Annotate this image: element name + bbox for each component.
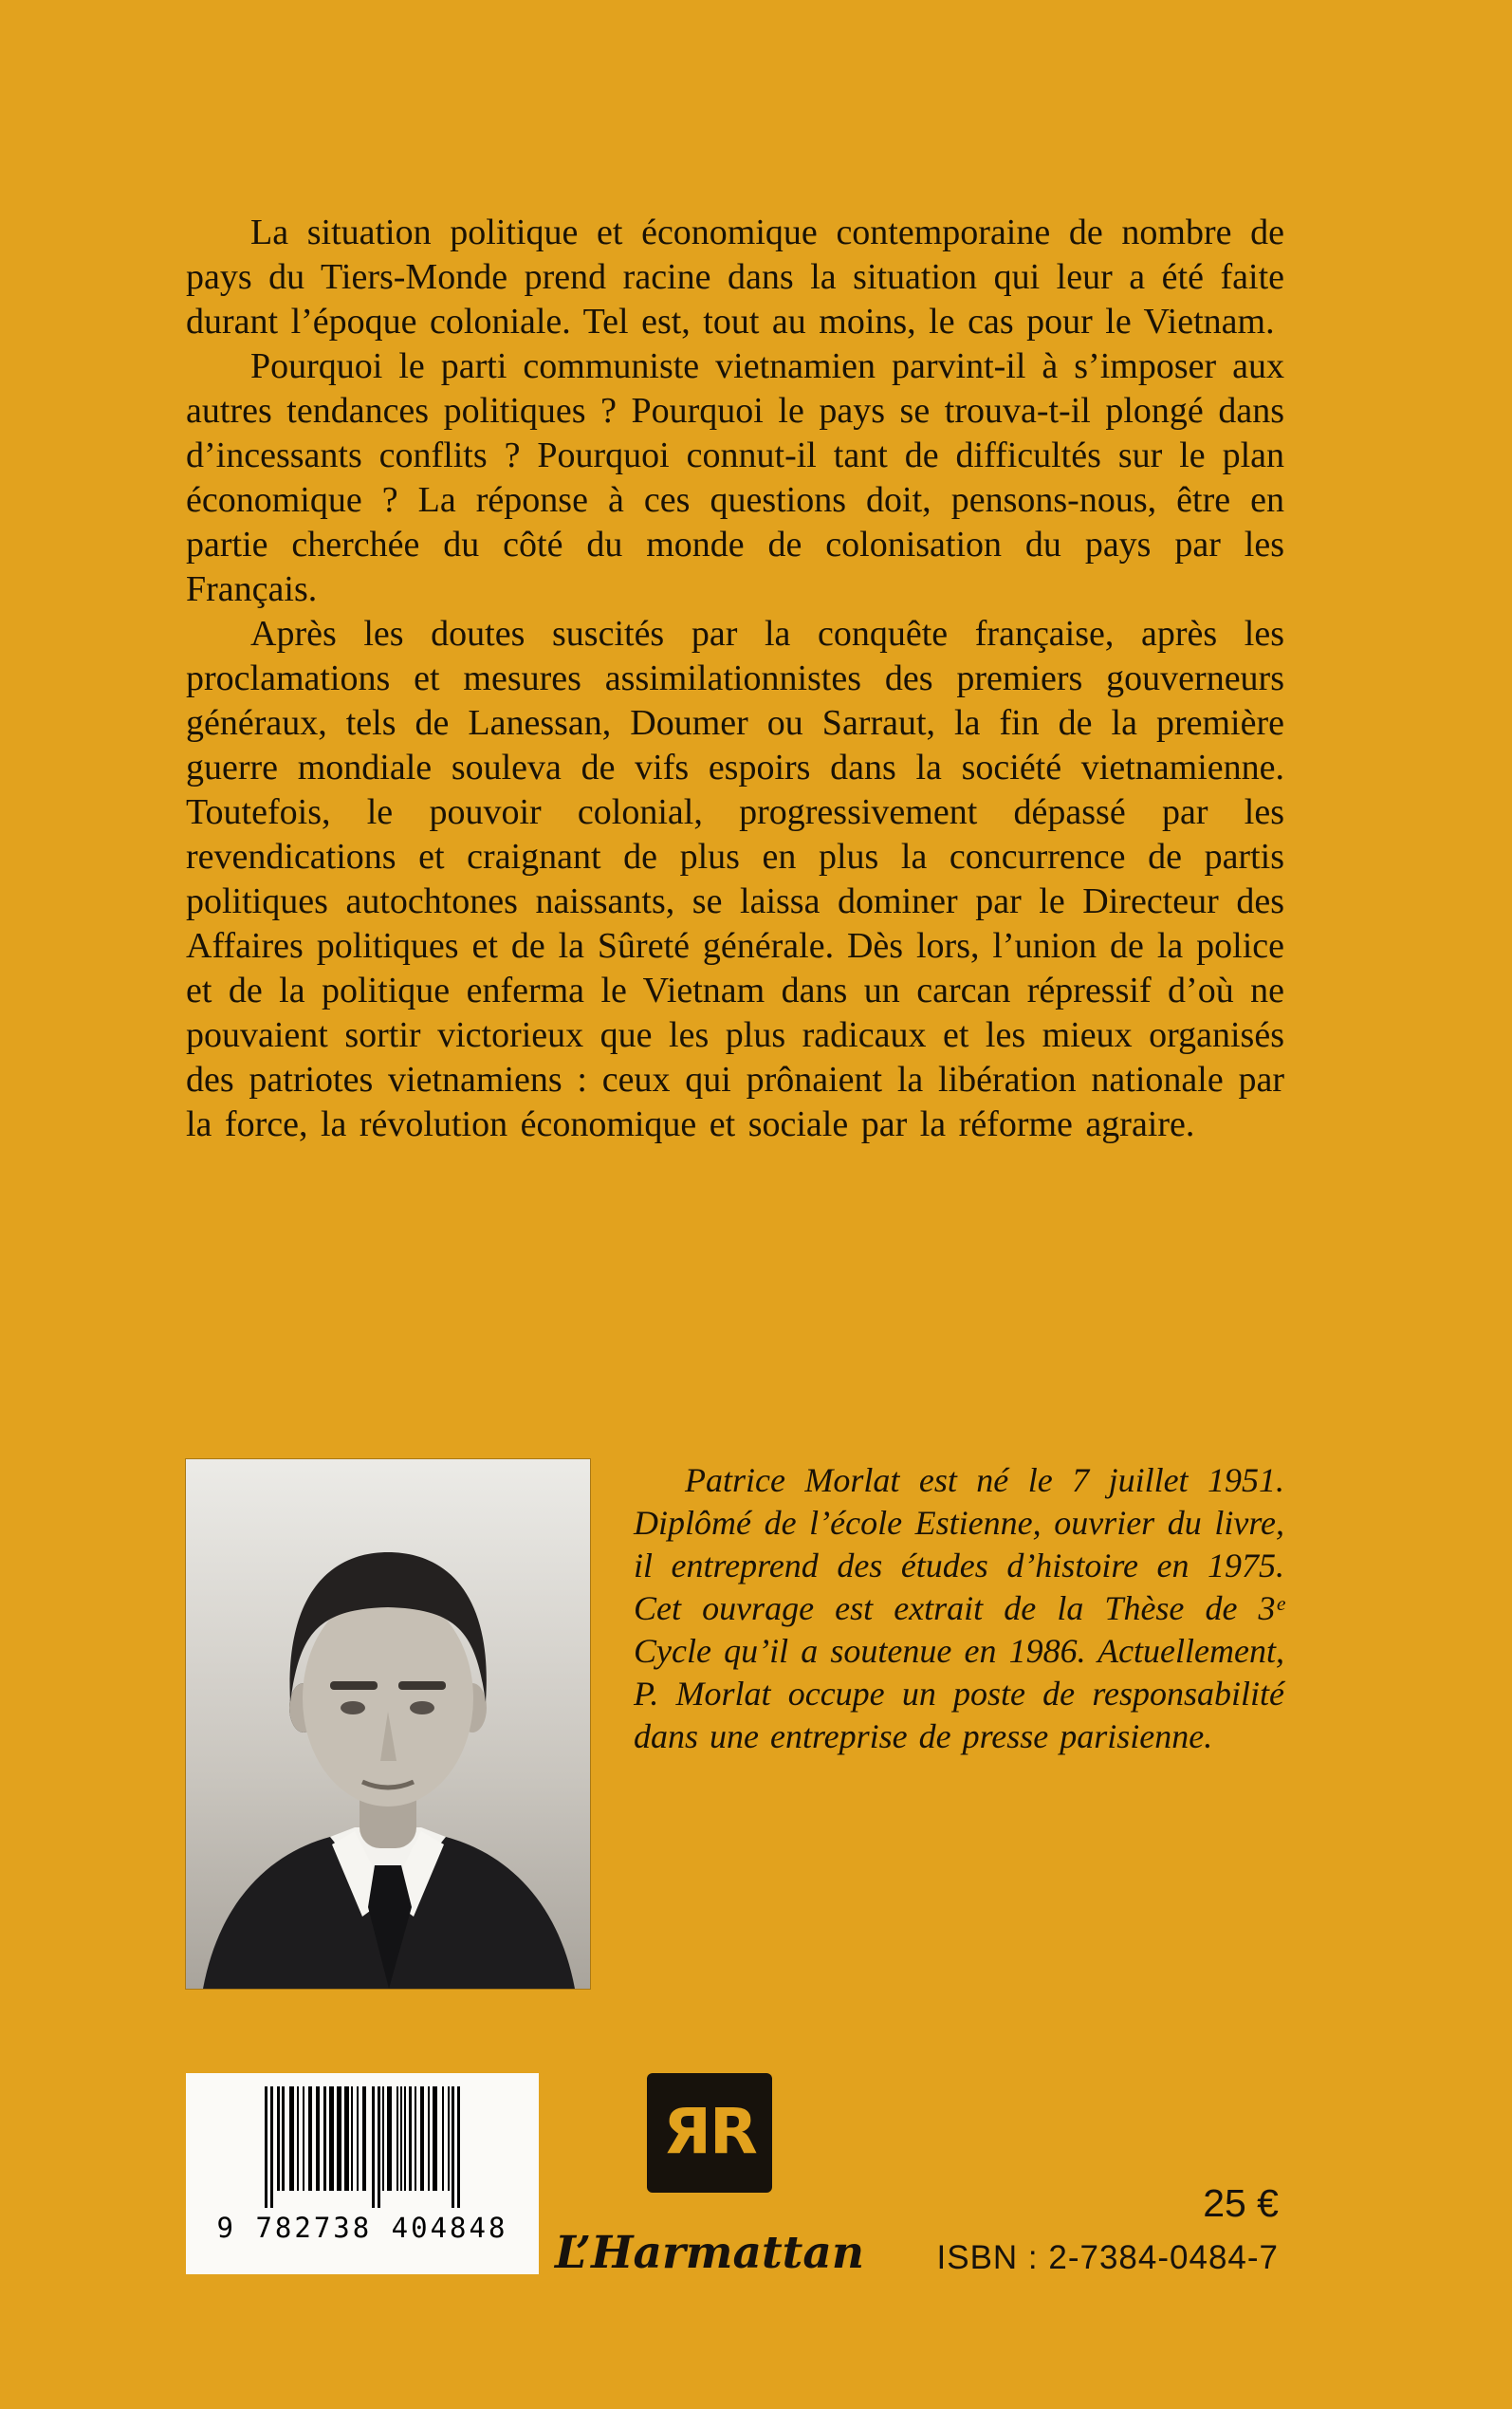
blurb-paragraph-3: Après les doutes suscités par la conquête française, après les proclamations et mesures assimilationnistes des premiers gouverneurs généraux, tels de Lanessan, Doumer ou Sarraut, la fin de la première guerre mondiale souleva de vifs espoirs dans la société vietnamienne. Toutefois, le pouvoir colonial, progressivement dépassé par les revendications et craignant de plus en plus la concurrence de partis politiques autochtones naissants, se laissa dominer par le Directeur des Affaires politiques et de la Sûreté générale. Dès lors, l’union de la police et de la politique enferma le Vietnam dans un carcan répressif d’où ne pouvaient sortir victorieux que les plus radicaux et les mieux organisés des patriotes vietnamiens : ceux qui prônaient la libération nationale par la force, la révolution économique et sociale par la réforme agraire. (186, 614, 1284, 1144)
author-portrait-image (186, 1459, 590, 1989)
barcode-digits: 9 782738 404848 (216, 2212, 508, 2244)
footer (186, 2073, 1284, 2277)
barcode (186, 2073, 539, 2274)
publisher-logo-icon (647, 2073, 772, 2193)
author-bio: Patrice Morlat est né le 7 juillet 1951. Diplômé de l’école Estienne, ouvrier du livre, il entreprend des études d’histoire en 1975. Cet ouvrage est extrait de la Thèse de 3ᵉ Cycle qu’il a soutenue en 1986. Actuellement, P. Morlat occupe un poste de responsabilité dans une entreprise de presse parisienne. (634, 1461, 1284, 1755)
isbn-label: ISBN : 2-7384-0484-7 (936, 2239, 1279, 2276)
price-label: 25 € (1203, 2181, 1279, 2225)
blurb-paragraph-2: Pourquoi le parti communiste vietnamien parvint-il à s’imposer aux autres tendances politiques ? Pourquoi le pays se trouva-t-il plongé dans d’incessants conflits ? Pourquoi connut-il tant de difficultés sur le plan économique ? La réponse à ces questions doit, pensons-nous, être en partie cherchée du côté du monde de colonisation du pays par les Français. (186, 346, 1284, 609)
author-section (186, 1459, 1284, 1989)
back-cover-text (186, 211, 1284, 1147)
price-isbn-block (937, 2181, 1279, 2277)
barcode-bars (199, 2086, 526, 2208)
publisher-logo-glyph: ЯR (663, 2094, 756, 2168)
blurb-paragraph-1: La situation politique et économique contemporaine de nombre de pays du Tiers-Monde prend racine dans la situation qui leur a été faite durant l’époque coloniale. Tel est, tout au moins, le cas pour le Vietnam. (186, 213, 1284, 342)
publisher-name: L’Harmattan (555, 2227, 864, 2279)
author-photo (186, 1459, 590, 1989)
publisher-block (548, 2073, 871, 2277)
